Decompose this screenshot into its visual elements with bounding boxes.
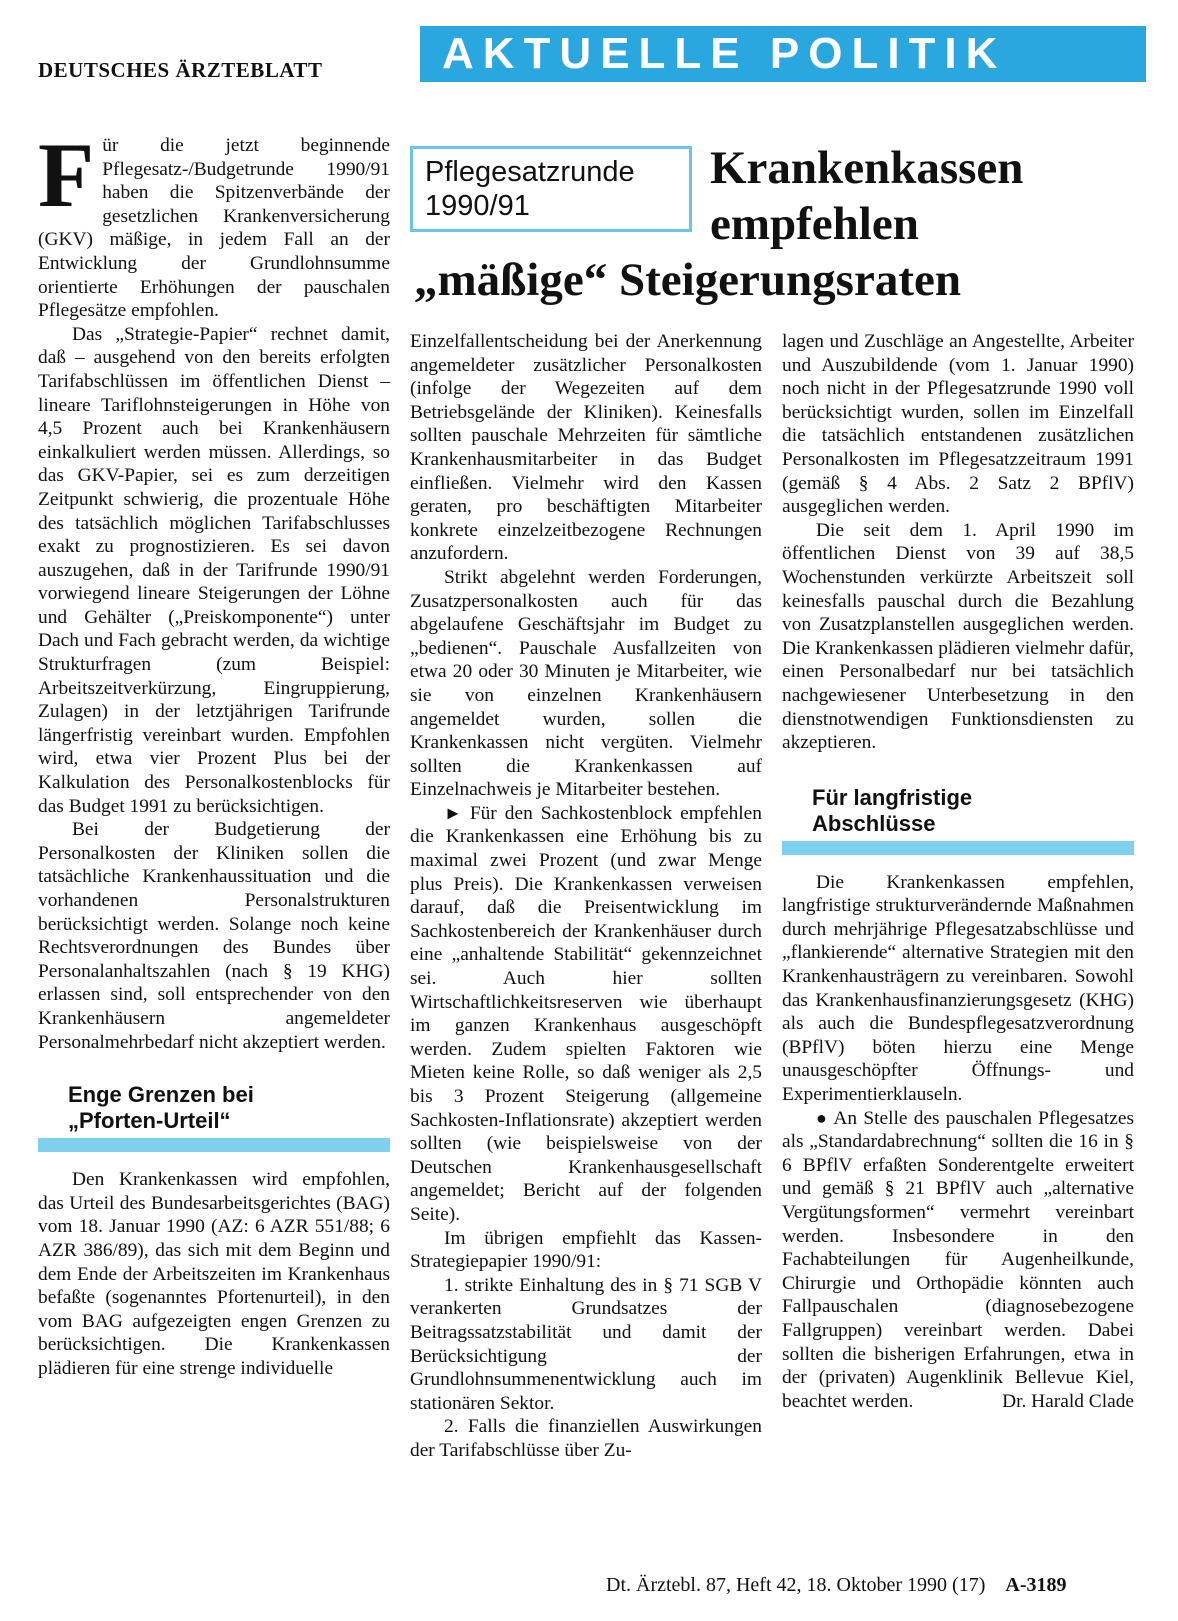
paragraph: Einzelfallentscheidung bei der Anerkennung angemeldeter zusätzlicher Personalkosten (infolge der Wegezeiten auf dem Betriebsgelände der Kliniken). Keinesfalls sollten pauschale Mehrzeiten für sämtliche Krankenhausmitarbeiter in das Budget einfließen. Vielmehr wird den Kassen geraten, pro beschäftigten Mitarbeiter konkrete einzelzeitbezogene Rechnungen anzufordern. xyxy=(410,331,762,565)
paragraph-text: An Stelle des pauschalen Pflegesatzes als „Standardabrechnung“ sollten die 16 in § 6 BPflV erfaßten Sonderentgelte erweitert und gemäß § 21 BPflV auch „alternative Vergütungsformen“ vermehrt vereinbart werden. Insbesondere in den Fachabteilungen für Augenheilkunde, Chirurgie und Orthopädie könnten auch Fallpauschalen (diagnosebezogene Fallgruppen) vereinbart werden. Dabei sollten die bisherigen Erfahrungen, etwa in der (privaten) Augenklinik Bellevue Kiel, beachtet werden. xyxy=(782,1107,1134,1412)
column-3 xyxy=(782,330,1134,1413)
column-1 xyxy=(38,124,390,1381)
subheading-bar xyxy=(38,1138,390,1152)
paragraph: 1. strikte Einhaltung des in § 71 SGB V verankerten Grundsatzes der Beitragssatzstabilität und damit der Berücksichtigung der Grundlohnsummenentwicklung auch im stationären Sektor. xyxy=(410,1274,762,1414)
subheading-bar xyxy=(782,841,1134,855)
subheading-line-1: Enge Grenzen bei xyxy=(68,1082,254,1108)
citation: Dt. Ärztebl. 87, Heft 42, 18. Oktober 1990 (17) xyxy=(606,1574,986,1596)
paragraph: Bei der Budgetierung der Personalkosten der Kliniken sollen die tatsächliche Krankenhaussituation und die vorhandenen Personalstrukturen berücksichtigt werden. Solange noch keine Rechtsverordnungen des Bundes über Personalanhaltszahlen (nach § 19 KHG) erlassen sind, soll entsprechender von den Krankenhäusern angemeldeter Personalmehrbedarf nicht akzeptiert werden. xyxy=(38,819,390,1053)
page-footer xyxy=(606,1574,1066,1597)
subheading-line-2: Abschlüsse xyxy=(812,810,936,836)
subheading-line-1: Für langfristige xyxy=(812,784,973,810)
paragraph: Die Krankenkassen empfehlen, langfristige strukturverändernde Maßnahmen durch mehrjährige Pflegesatzabschlüsse und „flankierende“ alternative Strategien mit den Krankenhausträgern zu vereinbaren. Sowohl das Krankenhausfinanzierungsgesetz (KHG) als auch die Bundespflegesatzverordnung (BPflV) böten hierzu eine Menge unausgeschöpfter Öffnungs- und Experimentierklauseln. xyxy=(782,871,1134,1106)
paragraph: Den Krankenkassen wird empfohlen, das Urteil des Bundesarbeitsgerichtes (BAG) vom 18. Januar 1990 (AZ: 6 AZR 551/88; 6 AZR 386/89), das sich mit dem Beginn und dem Ende der Arbeitszeiten im Krankenhaus befaßte (sogenanntes Pfortenurteil), in den vom BAG aufgezeigten engen Grenzen zu berücksichtigen. Die Krankenkassen plädieren für eine strenge individuelle xyxy=(38,1169,390,1379)
paragraph: Das „Strategie-Papier“ rechnet damit, daß – ausgehend von den bereits erfolgten Tarifabschlüssen im öffentlichen Dienst – lineare Tariflohnsteigerungen in Höhe von 4,5 Prozent auch bei Krankenhäusern einkalkuliert werden müssen. Allerdings, so das GKV-Papier, sei es zum derzeitigen Zeitpunkt schwierig, die prozentuale Höhe des tatsächlich möglichen Tarifabschlusses exakt zu prognostizieren. Es sei davon auszugehen, daß in der Tarifrunde 1990/91 vorwiegend lineare Steigerungen der Löhne und Gehälter („Preiskomponente“) unter Dach und Fach gebracht werden, da wichtige Strukturfragen (zum Beispiel: Arbeitszeitverkürzung, Eingruppierung, Zulagen) in der letztjährigen Tarifrunde längerfristig vereinbart wurden. Empfohlen wird, etwa vier Prozent Plus bei der Kalkulation des Personalkostenblocks für das Budget 1991 zu berücksichtigen. xyxy=(38,323,390,817)
paragraph: Strikt abgelehnt werden Forderungen, Zusatzpersonalkosten auch für das abgelaufene Geschäftsjahr im Budget zu „bedienen“. Pauschale Ausfallzeiten von etwa 20 oder 30 Minuten je Mitarbeiter, wie sie von einzelnen Krankenhäusern angemeldet wurden, sollen die Krankenkassen nicht vergüten. Vielmehr sollten die Krankenkassen auf Einzelnachweis je Mitarbeiter bestehen. xyxy=(410,566,762,801)
paragraph: Im übrigen empfiehlt das Kassen-Strategiepapier 1990/91: xyxy=(410,1227,762,1273)
paragraph xyxy=(782,1107,1134,1414)
paragraph: 2. Falls die finanziellen Auswirkungen der Tarifabschlüsse über Zu- xyxy=(410,1416,762,1461)
subheading-line-2: „Pforten-Urteil“ xyxy=(68,1108,231,1134)
paragraph: lagen und Zuschläge an Angestellte, Arbeiter und Auszubildende (vom 1. Januar 1990) noch nicht in der Pflegesatzrunde 1990 voll berücksichtigt wurden, sollen im Einzelfall die tatsächlich entstandenen zusätzlichen Personalkosten im Pflegesatzzeitraum 1991 (gemäß § 4 Abs. 2 Satz 2 BPflV) ausgeglichen werden. xyxy=(782,331,1134,518)
page-number: A-3189 xyxy=(1005,1574,1067,1596)
paragraph-text: ür die jetzt beginnende Pflegesatz-/Budgetrunde 1990/91 haben die Spitzenverbände der gesetzlichen Krankenversicherung (GKV) mäßige, in jedem Fall an der Entwicklung der Grundlohnsumme orientierte Erhöhungen der pauschalen Pflegesätze empfohlen. xyxy=(38,135,390,322)
rubric-line-2: 1990/91 xyxy=(425,190,530,222)
author-signature: Dr. Harald Clade xyxy=(1002,1390,1134,1412)
headline xyxy=(410,140,1150,308)
arrow-marker-icon: ► xyxy=(444,802,462,823)
paragraph xyxy=(410,802,762,1227)
drop-cap: F xyxy=(38,124,95,226)
headline-line-2: empfehlen xyxy=(710,198,919,250)
headline-line-1: Krankenkassen xyxy=(710,142,1024,194)
masthead: DEUTSCHES ÄRZTEBLATT xyxy=(38,58,323,82)
paragraph-text: Für den Sachkostenblock empfehlen die Krankenkassen eine Erhöhung bis zu maximal zwei Prozent (und zwar Menge plus Preis). Die Krankenkassen verweisen darauf, daß die Preisentwicklung im Sachkostenbereich der Krankenhäuser durch eine „anhaltende Stabilität“ gekennzeichnet sei. Auch hier sollten Wirtschaftlichkeitsreserven wie überhaupt im ganzen Krankenhaus ausgeschöpft werden. Zudem spielten Faktoren wie Mieten keine Rolle, so daß weniger als 2,5 bis 3 Prozent Steigerung (allgemeine Sachkosten-Inflationsrate) akzeptiert werden sollten (wie beispielsweise von der Deutschen Krankenhausgesellschaft angemeldet; Bericht auf der folgenden Seite). xyxy=(410,802,762,1225)
column-2 xyxy=(410,330,762,1463)
rubric-line-1: Pflegesatzrunde xyxy=(425,156,635,188)
subheading xyxy=(782,785,1134,837)
headline-line-3: „mäßige“ Steigerungsraten xyxy=(414,254,961,306)
paragraph: Die seit dem 1. April 1990 im öffentlichen Dienst von 39 auf 38,5 Wochenstunden verkürzte Arbeitszeit soll keinesfalls pauschal durch die Bezahlung von Zusatzplanstellen ausgeglichen werden. Die Krankenkassen plädieren vielmehr dafür, einen Personalbedarf nur bei tatsächlich nachgewiesener Unterbesetzung in den dienstnotwendigen Funktionsdiensten zu akzeptieren. xyxy=(782,519,1134,754)
bullet-dot-icon: ● xyxy=(816,1107,829,1128)
paragraph xyxy=(38,124,390,323)
section-banner: AKTUELLE POLITIK xyxy=(420,26,1146,82)
subheading xyxy=(38,1082,390,1134)
